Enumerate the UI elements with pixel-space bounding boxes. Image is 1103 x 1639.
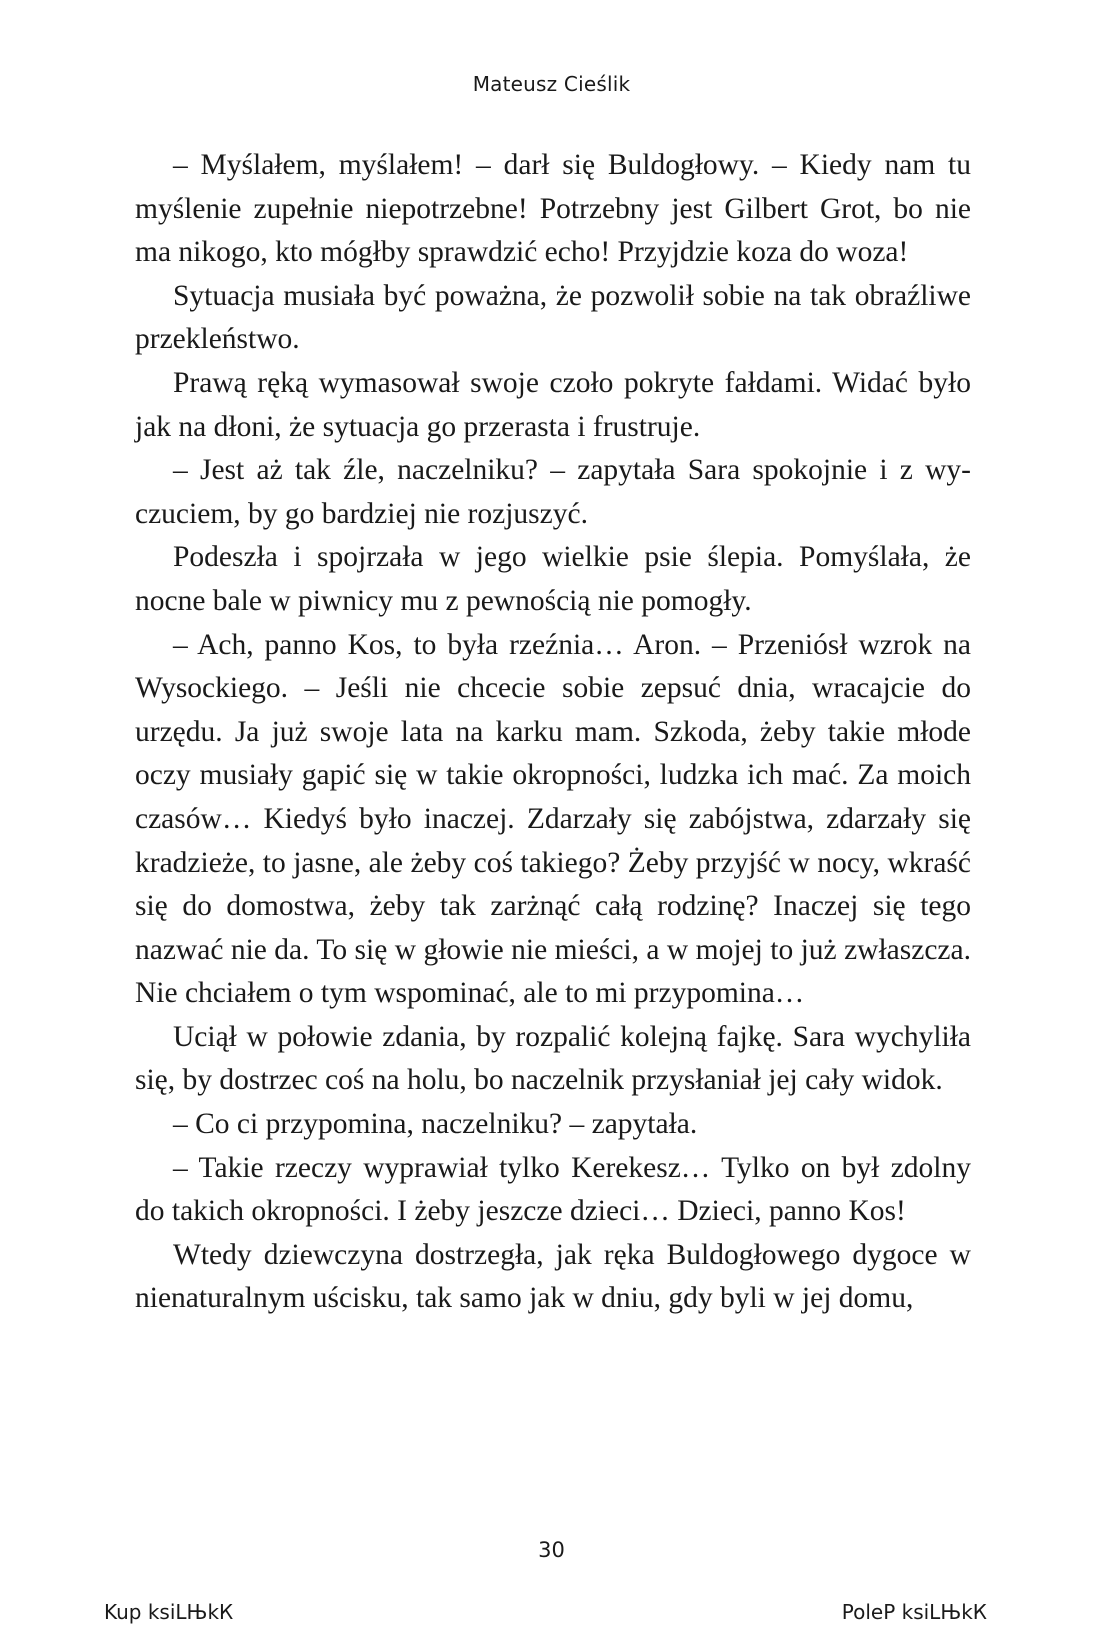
paragraph: Podeszła i spojrzała w jego wielkie psie ślepia. Pomyślała, że nocne bale w piwnicy mu z pewnością nie pomogły. xyxy=(135,541,971,617)
paragraph: – Takie rzeczy wyprawiał tylko Kerekesz… Tylko on był zdolny do takich okropności. I żeby jeszcze dzieci… Dzieci, panno Kos! xyxy=(135,1151,971,1228)
paragraph: Wtedy dziewczyna dostrzegła, jak ręka Buldogłowego dygoce w nienaturalnym uścisku, tak samo jak w dniu, gdy byli w jej domu, xyxy=(135,1238,971,1315)
buy-book-link[interactable]: Kup ksiLЊkК xyxy=(104,1600,234,1624)
page-number: 30 xyxy=(538,1538,565,1562)
paragraph: – Co ci przypomina, naczelniku? – zapytała. xyxy=(173,1108,698,1141)
running-head-author: Mateusz Cieślik xyxy=(472,72,631,96)
recommend-book-link[interactable]: PoleР ksiLЊkК xyxy=(841,1600,987,1624)
paragraph: – Ach, panno Kos, to była rzeźnia… Aron. – Przeniósł wzrok na Wysockiego. – Jeśli nie chcecie sobie zepsuć dnia, wracajcie do urzędu. Ja już swoje lata na karku mam. Szkoda, żeby takie młode oczy musiały gapić się w takie okropności, ludzka ich mać. Za moich czasów… Kiedyś było inaczej. Zdarzały się zabójstwa, zdarzały się kradzieże, to jasne, ale żeby coś takiego? Żeby przyjść w nocy, wkraść się do domostwa, żeby tak zarżnąć całą rodzinę? Inaczej się tego nazwać nie da. To się w głowie nie mieści, a w mojej to już zwłaszcza. Nie chciałem o tym wspominać, ale to mi przypomina… xyxy=(135,628,971,1010)
paragraph: Uciął w połowie zdania, by rozpalić kolejną fajkę. Sara wychyliła się, by dostrzec coś na holu, bo naczelnik przysłaniał jej cały widok. xyxy=(135,1020,971,1097)
paragraph: Sytuacja musiała być poważna, że pozwolił sobie na tak obraźliwe przekleństwo. xyxy=(135,279,971,356)
paragraph: Prawą ręką wymasował swoje czoło pokryte fałdami. Widać było jak na dłoni, że sytuacja go przerasta i frustruje. xyxy=(135,366,971,443)
paragraph: – Jest aż tak źle, naczelniku? – zapytała Sara spokojnie i z wyczuciem, by go bardziej nie rozjuszyć. xyxy=(135,454,971,530)
body-text xyxy=(135,144,971,1321)
paragraph: – Myślałem, myślałem! – darł się Buldogłowy. – Kiedy nam tu myślenie zupełnie niepotrzebne! Potrzebny jest Gilbert Grot, bo nie ma nikogo, kto mógłby sprawdzić echo! Przyjdzie koza do woza! xyxy=(135,149,971,269)
